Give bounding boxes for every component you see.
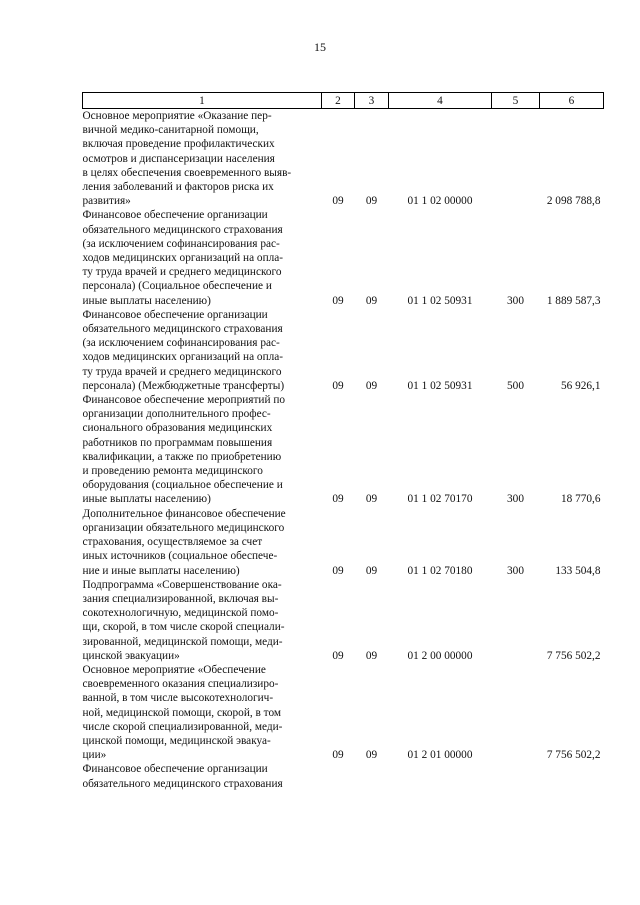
description-line: Подпрограмма «Совершенствование ока- xyxy=(82,578,282,591)
subsection-code xyxy=(355,762,389,790)
row-description xyxy=(83,578,322,663)
description-line: Финансовое обеспечение организации xyxy=(82,763,268,776)
description-line: обязательного медицинского страхования xyxy=(82,323,283,336)
description-line: персонала) (Социальное обеспечение и xyxy=(82,280,272,293)
amount-value: 7 756 502,2 xyxy=(546,749,601,762)
description-line: иные выплаты населению) xyxy=(82,294,211,307)
description-line: числе скорой специализированной, меди- xyxy=(82,720,283,733)
amount-value: 56 926,1 xyxy=(560,379,601,392)
table-row xyxy=(83,578,604,663)
row-description xyxy=(83,762,322,790)
expense-type-code: 300 xyxy=(507,564,524,577)
amount-value: 18 770,6 xyxy=(560,493,601,506)
page-number: 15 xyxy=(314,40,326,54)
section-code: 09 xyxy=(332,493,344,506)
description-line: персонала) (Межбюджетные трансферты) xyxy=(82,379,285,392)
table-row xyxy=(83,507,604,578)
description-line: и проведению ремонта медицинского xyxy=(82,465,263,478)
description-line: страхования, осуществляемое за счет xyxy=(82,536,263,549)
section-code: 09 xyxy=(332,749,344,762)
description-line: в целях обеспечения своевременного выяв- xyxy=(82,166,292,179)
section-code: 09 xyxy=(332,379,344,392)
table-row xyxy=(83,308,604,393)
description-line: своевременного оказания специализиро- xyxy=(82,678,279,691)
description-line: иных источников (социальное обеспече- xyxy=(82,550,278,563)
target-article-code: 01 1 02 50931 xyxy=(407,379,473,392)
section-code xyxy=(322,762,355,790)
amount-value xyxy=(540,762,604,790)
subsection-code: 09 xyxy=(365,493,378,506)
target-article-code: 01 1 02 50931 xyxy=(407,294,473,307)
section-code: 09 xyxy=(332,294,344,307)
row-description xyxy=(83,663,322,762)
row-description xyxy=(83,208,322,307)
column-header: 2 xyxy=(322,93,355,109)
description-line: оборудования (социальное обеспечение и xyxy=(82,479,283,492)
description-line: организации обязательного медицинского xyxy=(82,521,285,534)
description-line: обязательного медицинского страхования xyxy=(82,777,283,790)
description-line: сокотехнологичную, медицинской помо- xyxy=(82,607,279,620)
table-row xyxy=(83,663,604,762)
description-line: (за исключением софинансирования рас- xyxy=(82,237,280,250)
description-line: квалификации, а также по приобретению xyxy=(82,450,282,463)
description-line: (за исключением софинансирования рас- xyxy=(82,337,280,350)
expense-type-code xyxy=(492,578,540,663)
column-header: 6 xyxy=(540,93,604,109)
budget-table xyxy=(82,92,604,791)
description-line: обязательного медицинского страхования xyxy=(82,223,283,236)
table-row xyxy=(83,762,604,790)
subsection-code: 09 xyxy=(365,749,378,762)
description-line: ции» xyxy=(82,749,107,762)
description-line: работников по программам повышения xyxy=(82,436,273,449)
target-article-code: 01 1 02 00000 xyxy=(407,195,473,208)
subsection-code: 09 xyxy=(365,649,378,662)
description-line: зированной, медицинской помощи, меди- xyxy=(82,635,283,648)
row-description xyxy=(83,308,322,393)
section-code: 09 xyxy=(332,564,344,577)
amount-value: 7 756 502,2 xyxy=(546,649,601,662)
target-article-code: 01 1 02 70180 xyxy=(407,564,473,577)
description-line: развития» xyxy=(82,195,131,208)
description-line: Финансовое обеспечение организации xyxy=(82,308,268,321)
description-line: Финансовое обеспечение мероприятий по xyxy=(82,394,286,407)
row-description xyxy=(83,393,322,507)
description-line: Основное мероприятие «Оказание пер- xyxy=(82,110,272,122)
subsection-code: 09 xyxy=(365,379,378,392)
column-header: 3 xyxy=(355,93,389,109)
column-header: 5 xyxy=(492,93,540,109)
description-line: ходов медицинских организаций на опла- xyxy=(82,351,284,364)
expense-type-code: 300 xyxy=(507,294,524,307)
section-code: 09 xyxy=(332,649,344,662)
description-line: Дополнительное финансовое обеспечение xyxy=(82,507,286,520)
description-line: цинской помощи, медицинской эвакуа- xyxy=(82,734,271,747)
amount-value: 133 504,8 xyxy=(555,564,601,577)
description-line: ходов медицинских организаций на опла- xyxy=(82,252,284,265)
row-description xyxy=(83,507,322,578)
description-line: ту труда врачей и среднего медицинского xyxy=(82,365,282,378)
table-row xyxy=(83,393,604,507)
table-body xyxy=(83,109,604,791)
amount-value: 1 889 587,3 xyxy=(546,294,601,307)
description-line: зания специализированной, включая вы- xyxy=(82,592,279,605)
description-line: цинской эвакуации» xyxy=(82,649,180,662)
column-header: 4 xyxy=(389,93,492,109)
description-line: включая проведение профилактических xyxy=(82,138,275,151)
amount-value: 2 098 788,8 xyxy=(546,195,601,208)
description-line: иные выплаты населению) xyxy=(82,493,211,506)
row-description xyxy=(83,109,322,209)
subsection-code: 09 xyxy=(365,564,378,577)
subsection-code: 09 xyxy=(365,294,378,307)
description-line: ние и иные выплаты населению) xyxy=(82,564,240,577)
column-header: 1 xyxy=(83,93,322,109)
description-line: ной, медицинской помощи, скорой, в том xyxy=(82,706,282,719)
description-line: осмотров и диспансеризации населения xyxy=(82,152,275,165)
expense-type-code xyxy=(492,109,540,209)
table-row xyxy=(83,208,604,307)
table-row xyxy=(83,109,604,209)
description-line: щи, скорой, в том числе скорой специали- xyxy=(82,621,285,634)
expense-type-code xyxy=(492,663,540,762)
description-line: сионального образования медицинских xyxy=(82,422,273,435)
section-code: 09 xyxy=(332,195,344,208)
expense-type-code xyxy=(492,762,540,790)
subsection-code: 09 xyxy=(365,195,378,208)
description-line: Основное мероприятие «Обеспечение xyxy=(82,663,266,676)
target-article-code: 01 2 00 00000 xyxy=(407,649,473,662)
expense-type-code: 300 xyxy=(507,493,524,506)
target-article-code: 01 1 02 70170 xyxy=(407,493,473,506)
target-article-code: 01 2 01 00000 xyxy=(407,749,473,762)
table-header-row xyxy=(83,93,604,109)
description-line: вичной медико-санитарной помощи, xyxy=(82,124,259,137)
description-line: ту труда врачей и среднего медицинского xyxy=(82,266,282,279)
description-line: ванной, в том числе высокотехнологич- xyxy=(82,692,274,705)
target-article-code xyxy=(389,762,492,790)
description-line: организации дополнительного профес- xyxy=(82,408,271,421)
description-line: ления заболеваний и факторов риска их xyxy=(82,181,274,194)
description-line: Финансовое обеспечение организации xyxy=(82,209,268,222)
expense-type-code: 500 xyxy=(507,379,524,392)
